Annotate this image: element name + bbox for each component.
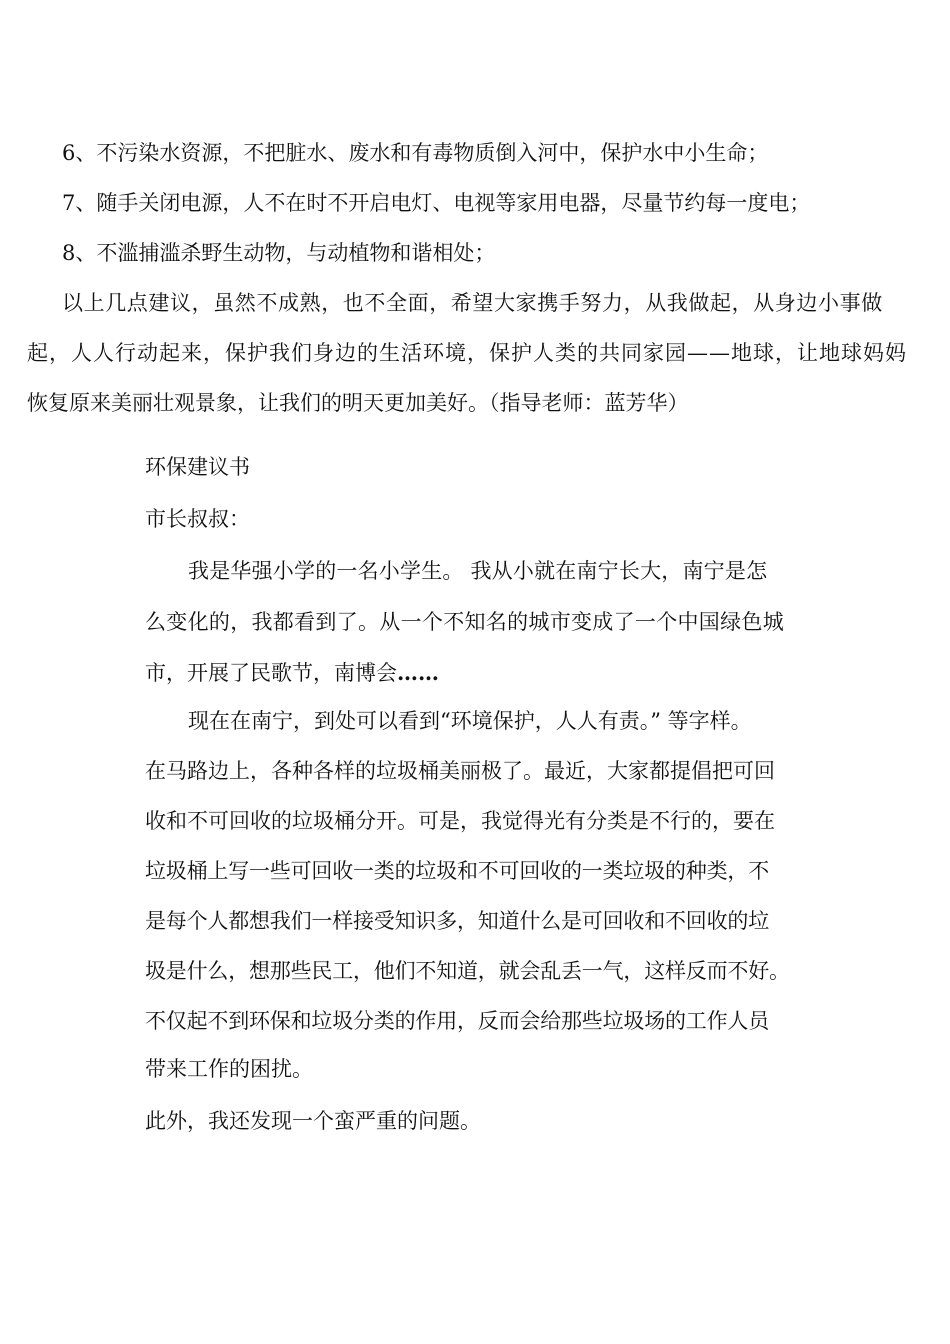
paragraph-line: 带来工作的困扰。	[145, 1057, 313, 1081]
paragraph-line: 垃圾桶上写一些可回收一类的垃圾和不可回收的一类垃圾的种类，不	[145, 859, 769, 883]
paragraph-line: 现在在南宁，到处可以看到“环境保护，人人有责。” 等字样。	[188, 709, 752, 733]
closing-paragraph-line: 起，人人行动起来，保护我们身边的生活环境，保护人类的共同家园——地球，让地球妈妈	[27, 341, 907, 365]
letter-salutation: 市长叔叔：	[145, 507, 250, 531]
closing-paragraph-line: 恢复原来美丽壮观景象，让我们的明天更加美好。（指导老师：蓝芳华）	[27, 391, 689, 415]
closing-paragraph-line: 以上几点建议，虽然不成熟，也不全面，希望大家携手努力，从我做起，从身边小事做	[62, 291, 883, 315]
paragraph-line: 在马路边上，各种各样的垃圾桶美丽极了。最近，大家都提倡把可回	[145, 759, 775, 783]
paragraph-line: 我是华强小学的一名小学生。 我从小就在南宁长大，南宁是怎	[188, 559, 768, 583]
paragraph-line: 收和不可回收的垃圾桶分开。可是，我觉得光有分类是不行的，要在	[145, 809, 775, 833]
paragraph-line: 圾是什么，想那些民工，他们不知道，就会乱丢一气，这样反而不好。	[145, 959, 790, 983]
paragraph-text: 市，开展了民歌节，南博会	[145, 661, 397, 685]
list-item: 6、不污染水资源，不把脏水、废水和有毒物质倒入河中，保护水中小生命；	[62, 141, 769, 165]
paragraph-line: 是每个人都想我们一样接受知识多，知道什么是可回收和不回收的垃	[145, 909, 769, 933]
paragraph-line: 么变化的，我都看到了。从一个不知名的城市变成了一个中国绿色城	[145, 610, 784, 634]
list-item: 7、随手关闭电源，人不在时不开启电灯、电视等家用电器，尽量节约每一度电；	[62, 191, 811, 215]
ellipsis: ……	[397, 660, 439, 685]
paragraph-line	[145, 658, 439, 688]
letter-title: 环保建议书	[145, 455, 250, 479]
list-item: 8、不滥捕滥杀野生动物，与动植物和谐相处；	[62, 241, 496, 265]
paragraph-line: 此外，我还发现一个蛮严重的问题。	[145, 1109, 481, 1133]
paragraph-line: 不仅起不到环保和垃圾分类的作用，反而会给那些垃圾场的工作人员	[145, 1009, 769, 1033]
